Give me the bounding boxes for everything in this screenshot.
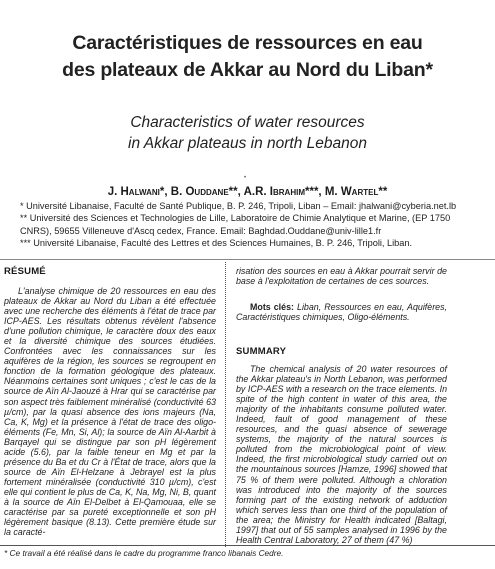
french-title [0, 30, 495, 84]
summary-paragraph: The chemical analysis of 20 water resources of the Akkar plateau's in North Lebanon, was performed by ICP-AES with a research on the trace elements. In spite of the high content in water of this area, the majority of the inhabitants consume polluted water. Indeed, fault of good management of these resources, and the quasi absence of sewerage systems, the majority of the natural sources is polluted from the microbiological point of view. Indeed, the first microbiological study carried out on the mountainous sources [Hamze, 1996] showed that 75 % of them were polluted. Although a chloration was introduced into the majority of the sources forming part of the existing network of adduction which serves less than one third of the population of the area; the Ministry for Health indicated [Baltagi, 1997] that out of 55 samples analysed in 1996 by the Health Central Laboratory, 27 of them (47 %) [236, 364, 447, 545]
author-4: M. Wartel** [324, 186, 388, 198]
resume-paragraph: L'analyse chimique de 20 ressources en eau des plateaux de Akkar au Nord du Liban a été effectuée avec une recherche des éléments à l'état de trace par ICP-AES. Les résultats obtenus révèlent l'absence d'une pollution chimique, le caractère doux des eaux et la diversité chimique des sources étudiées. Confrontées avec les connaissances sur les aquifères de la région, les sources se regroupent en fonction de la formation géologique des plateaux. Néanmoins certaines sont uniques ; c'est le cas de la source de Aïn Al-Jaouzé à Hrar qui se caractérise par son aspect très faiblement minéralisé (conductivité 63 µ/cm), par la quasi absence des ions majeurs (Na, Ca, K, Mg) et la présence à l'état de trace des oligo-éléments (Fe, Mn, Si, Al); la source de Aïn Al-Aarbit à Barqayel qui se distingue par son pH légèrement acide (5.6), par la faible teneur en Mg et par la présence du Ba et du Cr à l'État de trace, alors que la source de Aïn El-Helzane à Jebrayel est la plus fortement minéralisée (conductivité 310 µ/cm), c'est elle qui contient le plus de Ca, K, Na, Mg, Ni, B, quant à la source de Aïn El-Delbet à El-Qamouaa, elle se caractérise par sa pureté exceptionnelle et son pH légèrement basique (8.13). Cette première étude sur la caracté- [4, 286, 216, 538]
english-title-line-1: Characteristics of water resources [130, 114, 365, 131]
french-title-line-1: Caractéristiques de ressources en eau [72, 32, 423, 54]
author-list [0, 185, 495, 199]
keywords-list: Liban, Ressources en eau, Aquifères, Caractéristiques chimiques, Oligo-éléments. [236, 302, 447, 323]
column-divider [225, 262, 226, 547]
footnote-divider [0, 545, 495, 546]
author-2: B. Ouddane**, [170, 186, 241, 198]
resume-heading: RÉSUMÉ [4, 266, 46, 277]
summary-body [236, 364, 447, 545]
header-divider [0, 259, 495, 260]
resume-body [4, 286, 216, 537]
author-3: A.R. Ibrahim***, [243, 186, 322, 198]
affiliation-3: *** Université Libanaise, Faculté des Lettres et des Sciences Humaines, B. P. 246, Tripoli, Liban. [20, 238, 413, 248]
english-title [0, 112, 495, 154]
affiliation-1: * Université Libanaise, Faculté de Santé Publique, B. P. 246, Tripoli, Liban – Email: jhalwani@cyberia.net.lb [20, 201, 457, 211]
english-title-line-2: in Akkar plateaus in north Lebanon [128, 135, 367, 152]
french-title-line-2: des plateaux de Akkar au Nord du Liban* [62, 59, 433, 81]
footnote: * Ce travail a été réalisé dans le cadre du programme franco libanais Cedre. [4, 548, 284, 558]
keywords-label: Mots clés: [250, 302, 294, 312]
keywords [236, 302, 447, 322]
ornament-dot: • [244, 175, 247, 181]
summary-heading: SUMMARY [236, 346, 287, 357]
affiliation-2: ** Université des Sciences et Technologies de Lille, Laboratoire de Chimie Analytique et Marine, (EP 1750 CNRS), 59655 Villeneuve d'Ascq cedex, France. Email: Baghdad.Ouddane@univ-lille1.fr [20, 213, 451, 236]
author-1: J. Halwani*, [107, 186, 168, 198]
resume-continuation: risation des sources en eau à Akkar pourrait servir de base à l'exploitation de certaines de ces sources. [236, 266, 447, 287]
